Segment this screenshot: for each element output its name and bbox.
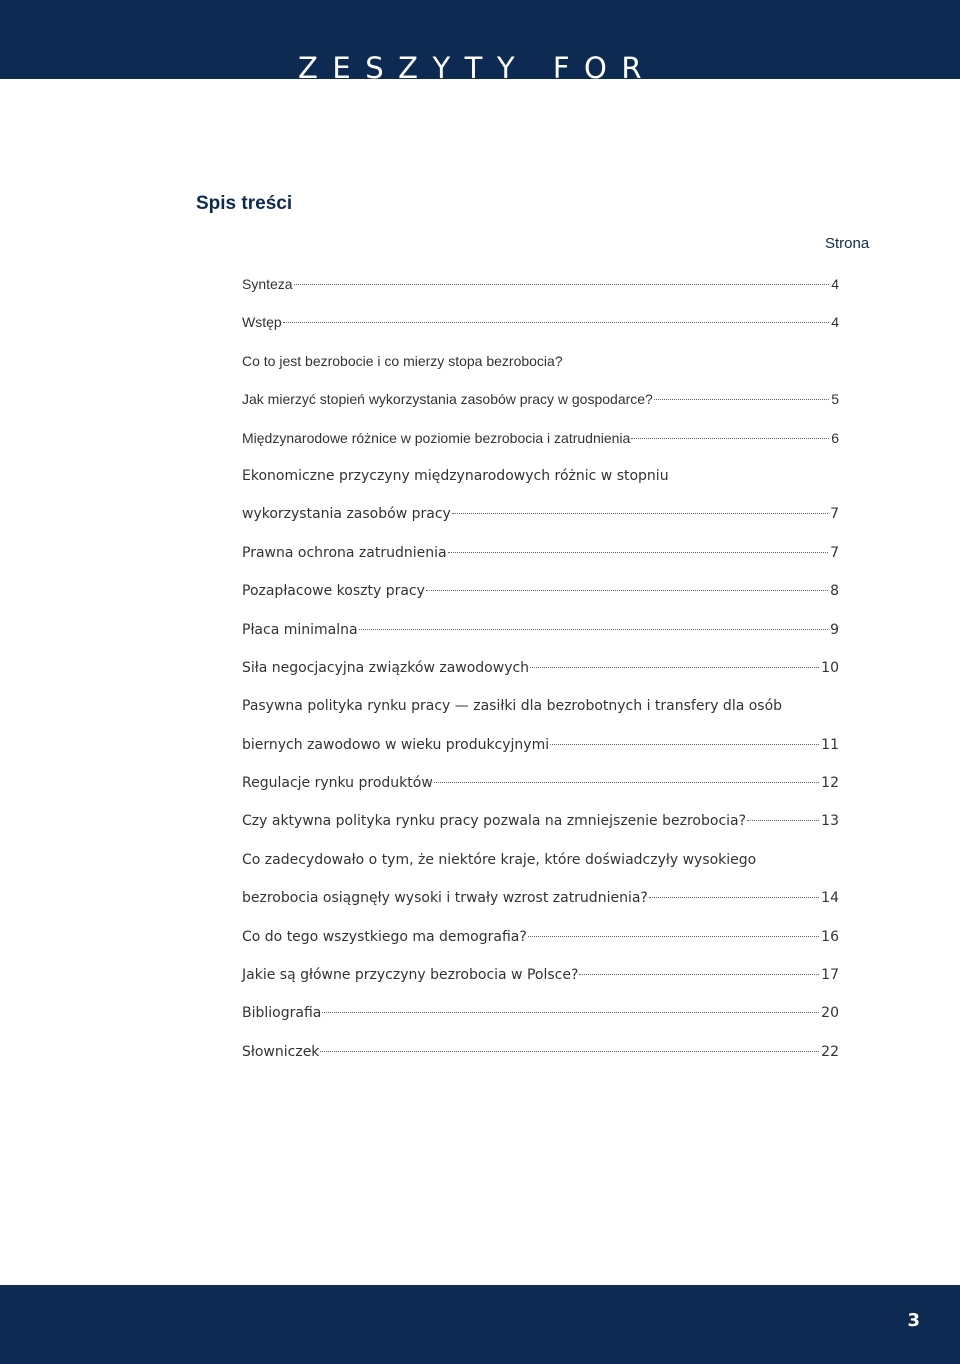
toc-entry-title: wykorzystania zasobów pracy — [242, 506, 451, 523]
dot-leader — [550, 744, 819, 745]
dot-leader — [579, 974, 819, 975]
dot-leader — [320, 1051, 819, 1052]
toc-entry-title: Płaca minimalna — [242, 621, 358, 638]
dot-leader — [631, 438, 829, 439]
toc-entry-title: Regulacje rynku produktów — [242, 775, 433, 792]
toc-entry-title: Prawna ochrona zatrudnienia — [242, 544, 447, 561]
dot-leader — [747, 820, 819, 821]
toc-entry[interactable] — [242, 649, 839, 687]
dot-leader — [649, 897, 819, 898]
toc-entry-page: 14 — [821, 890, 839, 907]
toc-entry[interactable] — [242, 802, 839, 840]
toc-entry[interactable] — [242, 495, 839, 533]
toc-entry-title: Jakie są główne przyczyny bezrobocia w Polsce? — [242, 967, 579, 984]
toc-entry-title: Jak mierzyć stopień wykorzystania zasobów pracy w gospodarce? — [242, 391, 653, 408]
toc-entry-title: Siła negocjacyjna związków zawodowych — [242, 659, 530, 676]
toc-entry[interactable] — [242, 303, 839, 341]
toc-entry-page: 10 — [821, 659, 839, 676]
toc-entry-title: Bibliografia — [242, 1005, 322, 1022]
toc-entry[interactable] — [242, 534, 839, 572]
dot-leader — [359, 629, 829, 630]
toc-entry[interactable] — [242, 265, 839, 303]
toc-entry[interactable] — [242, 726, 839, 764]
toc-entry[interactable] — [242, 956, 839, 994]
dot-leader — [654, 399, 829, 400]
toc-entry[interactable] — [242, 457, 839, 495]
dot-leader — [434, 782, 819, 783]
toc-entry-title: Pasywna polityka rynku pracy — zasiłki dla bezrobotnych i transfery dla osób — [242, 698, 783, 715]
page-number: 3 — [907, 1310, 920, 1331]
toc-entry-page: 22 — [821, 1043, 839, 1060]
toc-entry-title: biernych zawodowo w wieku produkcyjnymi — [242, 736, 550, 753]
toc-entry-title: Ekonomiczne przyczyny międzynarodowych różnic w stopniu — [242, 467, 669, 484]
page-column-label: Strona — [825, 235, 870, 252]
dot-leader — [530, 667, 819, 668]
toc-entry[interactable] — [242, 611, 839, 649]
toc-entry[interactable] — [242, 572, 839, 610]
toc-entry[interactable] — [242, 380, 839, 418]
toc-entry-page: 4 — [831, 276, 839, 292]
toc-entry-page: 7 — [830, 506, 839, 523]
dot-leader — [448, 552, 828, 553]
toc-entry-title: Co zadecydowało o tym, że niektóre kraje, które doświadczyły wysokiego — [242, 851, 757, 868]
toc-title: Spis treści — [196, 193, 293, 214]
dot-leader — [294, 284, 829, 285]
toc-entry[interactable] — [242, 918, 839, 956]
toc-entry-page: 5 — [831, 391, 839, 408]
toc-entry-title: Międzynarodowe różnice w poziomie bezrobocia i zatrudnienia — [242, 429, 631, 446]
toc-entry-page: 6 — [831, 429, 839, 446]
toc-entry[interactable] — [242, 764, 839, 802]
toc-entry[interactable] — [242, 342, 839, 380]
publication-brand: ZESZYTY FOR — [298, 51, 656, 79]
header-band — [0, 0, 960, 79]
toc-entry-page: 7 — [830, 544, 839, 561]
toc-entry-page: 9 — [830, 621, 839, 638]
dot-leader — [452, 513, 828, 514]
toc-entry-page: 11 — [821, 736, 839, 753]
toc-entry[interactable] — [242, 841, 839, 879]
toc-entry-title: Pozapłacowe koszty pracy — [242, 583, 425, 600]
toc-entry-title: Co to jest bezrobocie i co mierzy stopa bezrobocia? — [242, 352, 563, 369]
toc-entry[interactable] — [242, 419, 839, 457]
toc-entry-page: 17 — [821, 967, 839, 984]
toc-entry-title: Synteza — [242, 276, 293, 292]
toc-entry-page: 4 — [831, 314, 839, 331]
toc-entry-page: 8 — [830, 583, 839, 600]
toc-entry[interactable] — [242, 1033, 839, 1071]
toc-entry-title: Czy aktywna polityka rynku pracy pozwala na zmniejszenie bezrobocia? — [242, 813, 747, 830]
dot-leader — [322, 1012, 819, 1013]
dot-leader — [528, 936, 819, 937]
toc-entry[interactable] — [242, 879, 839, 917]
toc-entry-page: 13 — [821, 813, 839, 830]
toc-entry-page: 16 — [821, 928, 839, 945]
table-of-contents — [242, 265, 839, 1071]
toc-entry-page: 20 — [821, 1005, 839, 1022]
dot-leader — [426, 590, 828, 591]
toc-entry-title: Wstęp — [242, 314, 282, 331]
toc-entry[interactable] — [242, 687, 839, 725]
toc-entry[interactable] — [242, 994, 839, 1032]
dot-leader — [283, 322, 829, 323]
footer-band — [0, 1285, 960, 1364]
toc-entry-title: Co do tego wszystkiego ma demografia? — [242, 928, 527, 945]
toc-entry-page: 12 — [821, 775, 839, 792]
toc-entry-title: Słowniczek — [242, 1043, 320, 1060]
toc-entry-title: bezrobocia osiągnęły wysoki i trwały wzrost zatrudnienia? — [242, 890, 648, 907]
